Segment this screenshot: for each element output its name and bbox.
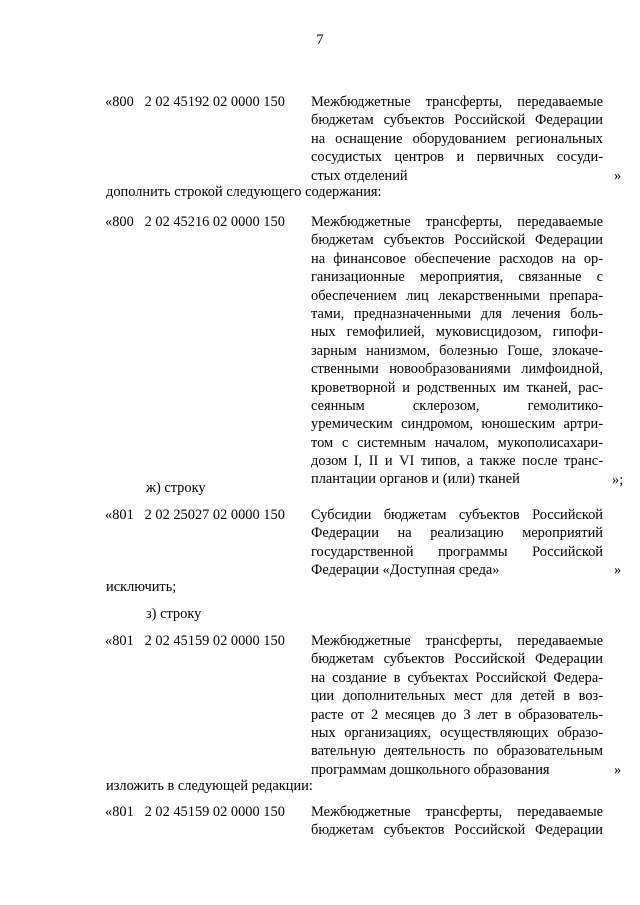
description-line: бюджетам субъектов Российской Федерации: [311, 651, 603, 668]
description-line: программам дошкольного образования: [311, 761, 550, 778]
description-line: на финансовое обеспечение расходов на ор-: [311, 250, 603, 267]
description-line: вательную деятельность по образовательным: [311, 743, 603, 760]
entry-description: [311, 632, 603, 779]
description-line: бюджетам субъектов Российской Федерации: [311, 112, 603, 129]
description-line: Федерации на реализацию мероприятий: [311, 525, 603, 542]
description-line: на оснащение оборудованием региональных: [311, 130, 603, 147]
description-line: расте от 2 месяцев до 3 лет в образователь-: [311, 706, 603, 723]
closing-quote: »: [614, 167, 622, 184]
closing-quote: »: [614, 562, 622, 579]
description-line: том с системным началом, мукополисахари-: [311, 434, 603, 451]
description-line: сеянным склерозом, гемолитико-: [311, 397, 603, 414]
description-line: бюджетам субъектов Российской Федерации: [311, 822, 603, 839]
description-line: сосудистых центров и первичных сосуди-: [311, 149, 603, 166]
description-line: Федерации «Доступная среда»: [311, 562, 500, 579]
budget-code: «801 2 02 45159 02 0000 150: [105, 633, 285, 649]
budget-code: «801 2 02 25027 02 0000 150: [105, 507, 285, 523]
instruction-add-line: дополнить строкой следующего содержания:: [106, 184, 382, 200]
description-line: ганизационные мероприятия, связанные с: [311, 269, 603, 286]
description-line: ции дополнительных мест для детей в воз-: [311, 688, 603, 705]
budget-code: «801 2 02 45159 02 0000 150: [105, 804, 285, 820]
description-line: бюджетам субъектов Российской Федерации: [311, 232, 603, 249]
description-line: дозом I, II и VI типов, а также после транс-: [311, 453, 603, 470]
instruction-item-zh: ж) строку: [146, 480, 206, 496]
page-number: 7: [316, 32, 324, 48]
description-line: Межбюджетные трансферты, передаваемые: [311, 214, 603, 230]
description-line: ных организациях, осуществляющих образо-: [311, 724, 603, 741]
description-line: кроветворной и родственных им тканей, рас-: [311, 379, 603, 396]
description-line: уремическим синдромом, юношеским артри-: [311, 416, 603, 433]
description-line: государственной программы Российской: [311, 543, 603, 560]
entry-description: [311, 803, 603, 840]
description-line: обеспечением лиц лекарственными препара-: [311, 287, 603, 304]
description-line: Межбюджетные трансферты, передаваемые: [311, 633, 603, 649]
description-line: Межбюджетные трансферты, передаваемые: [311, 94, 603, 110]
closing-quote: »;: [612, 471, 624, 488]
instruction-restate: изложить в следующей редакции:: [106, 778, 313, 794]
entry-description: [311, 506, 603, 580]
description-line: на создание в субъектах Российской Федера-: [311, 669, 603, 686]
description-line: ных гемофилией, муковисцидозом, гипофи-: [311, 324, 603, 341]
description-line: ственными новообразованиями лимфоидной,: [311, 361, 603, 378]
description-line: Субсидии бюджетам субъектов Российской: [311, 507, 603, 523]
entry-description: [311, 213, 603, 489]
description-line: стых отделений: [311, 167, 408, 184]
entry-description: [311, 93, 603, 185]
description-line: плантации органов и (или) тканей: [311, 471, 520, 488]
description-line: Межбюджетные трансферты, передаваемые: [311, 804, 603, 820]
budget-code: «800 2 02 45192 02 0000 150: [105, 94, 285, 110]
instruction-item-z: з) строку: [146, 606, 202, 622]
instruction-exclude: исключить;: [106, 579, 177, 595]
closing-quote: »: [614, 761, 622, 778]
description-line: тами, предназначенными для лечения боль-: [311, 305, 603, 322]
budget-code: «800 2 02 45216 02 0000 150: [105, 214, 285, 230]
description-line: зарным нанизмом, болезнью Гоше, злокаче-: [311, 342, 603, 359]
